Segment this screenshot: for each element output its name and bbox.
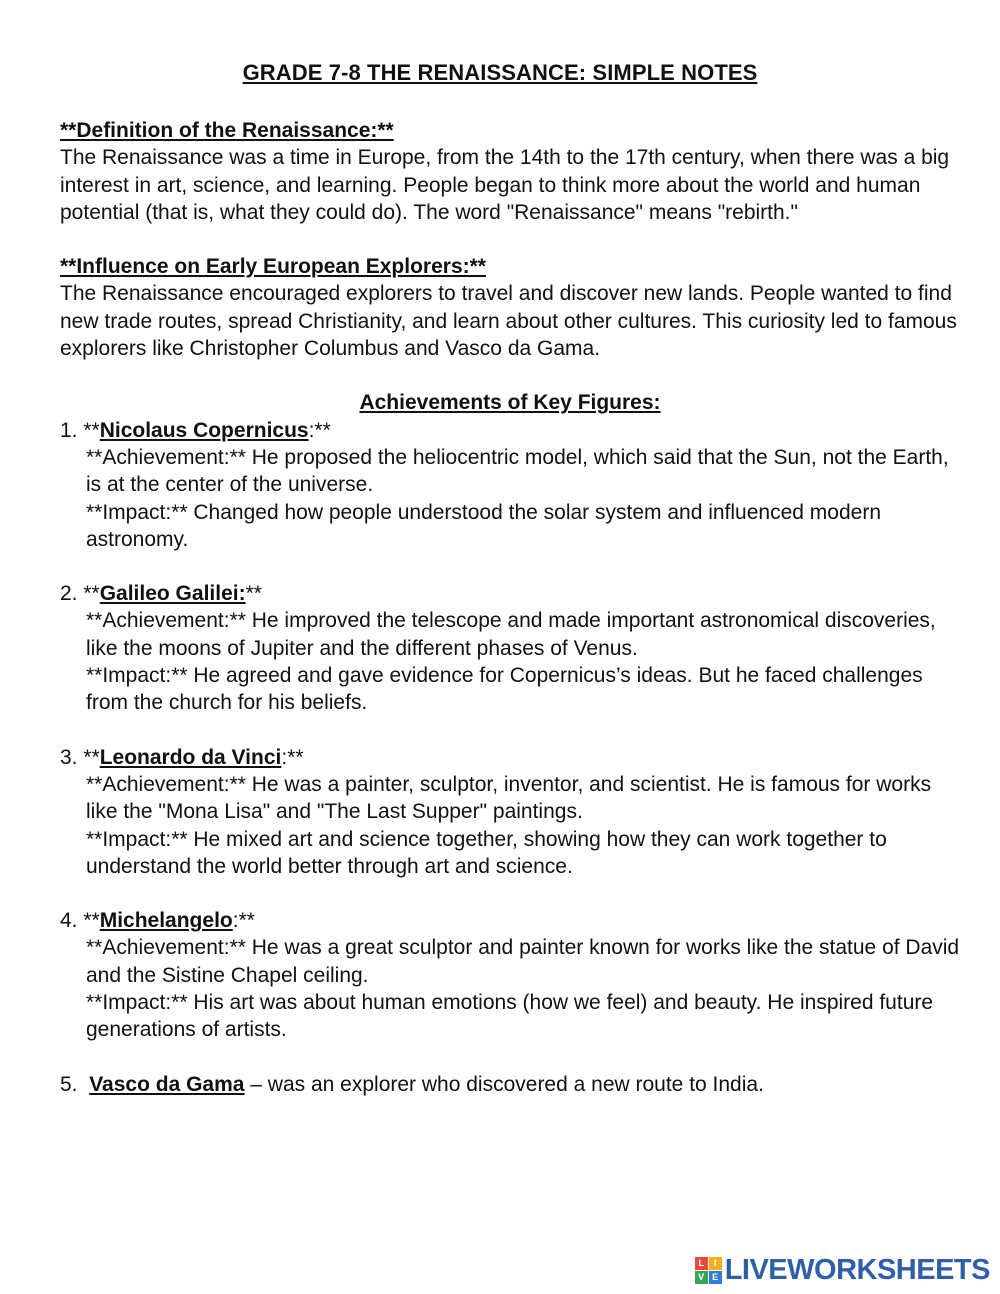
figure-impact: **Impact:** He mixed art and science together, showing how they can work together to understand the world better through art and science.: [86, 827, 887, 878]
definition-heading: **Definition of the Renaissance:**: [60, 119, 394, 142]
influence-heading: **Influence on Early European Explorers:**: [60, 255, 486, 279]
figure-impact: **Impact:** His art was about human emotions (how we feel) and beauty. He inspired future generations of artists.: [86, 991, 934, 1042]
liveworksheets-logo: [695, 1252, 990, 1288]
figure-name: Nicolaus Copernicus: [99, 418, 309, 442]
figure-name: Michelangelo: [99, 909, 233, 933]
figure-name: Vasco da Gama: [89, 1072, 245, 1096]
figure-name: Galileo Galilei:: [99, 582, 246, 606]
figure-item: 5. Vasco da Gama – was an explorer who discovered a new route to India.: [60, 1072, 764, 1096]
figure-impact: **Impact:** Changed how people understood the solar system and influenced modern astronomy.: [86, 500, 881, 551]
figure-achievement: **Achievement:** He proposed the heliocentric model, which said that the Sun, not the Earth, is at the center of the universe.: [86, 445, 949, 497]
figure-name: Leonardo da Vinci: [99, 745, 282, 769]
achievements-heading: Achievements of Key Figures:: [359, 391, 661, 415]
definition-text: The Renaissance was a time in Europe, from the 14th to the 17th century, when there was a big interest in art, science, and learning. People began to think more about the world and human potential (that is, what they could do). The word "Renaissance" means "rebirth.": [60, 146, 950, 224]
figure-item: 1. **Nicolaus Copernicus:** **Achievement:** He proposed the heliocentric model, which said that the Sun, not the Earth, is at the center of the universe. **Impact:** Changed how people understood the solar system and influenced modern astronomy.: [60, 417, 960, 553]
figure-impact: **Impact:** He agreed and gave evidence for Copernicus’s ideas. But he faced challenges from the church for his beliefs.: [86, 664, 923, 715]
logo-mark-icon: L I V E: [695, 1257, 722, 1284]
notes-body: [60, 117, 960, 1098]
figure-achievement: **Achievement:** He was a great sculptor and painter known for works like the statue of David and the Sistine Chapel ceiling.: [86, 936, 960, 987]
logo-text: LIVEWORKSHEETS: [724, 1253, 990, 1286]
figure-achievement: **Achievement:** He improved the telescope and made important astronomical discoveries, like the moons of Jupiter and the different phases of Venus.: [86, 609, 936, 660]
page-title: GRADE 7-8 THE RENAISSANCE: SIMPLE NOTES: [242, 60, 758, 85]
influence-text: The Renaissance encouraged explorers to travel and discover new lands. People wanted to find new trade routes, spread Christianity, and learn about other cultures. This curiosity led to famous explorers like Christopher Columbus and Vasco da Gama.: [60, 282, 957, 361]
figure-item: 3. **Leonardo da Vinci:** **Achievement:** He was a painter, sculptor, inventor, and scientist. He is famous for works like the "Mona Lisa" and "The Last Supper" paintings. **Impact:** He mixed art and science together, showing how they can work together to understand the world better through art and science.: [60, 744, 960, 880]
figure-item: 2. **Galileo Galilei:** **Achievement:** He improved the telescope and made important astronomical discoveries, like the moons of Jupiter and the different phases of Venus. **Impact:** He agreed and gave evidence for Copernicus’s ideas. But he faced challenges from the church for his beliefs.: [60, 580, 960, 716]
figure-achievement: **Achievement:** He was a painter, sculptor, inventor, and scientist. He is famous for works like the "Mona Lisa" and "The Last Supper" paintings.: [86, 772, 932, 824]
figure-item: 4. **Michelangelo:** **Achievement:** He was a great sculptor and painter known for works like the statue of David and the Sistine Chapel ceiling. **Impact:** His art was about human emotions (how we feel) and beauty. He inspired future generations of artists.: [60, 907, 960, 1043]
